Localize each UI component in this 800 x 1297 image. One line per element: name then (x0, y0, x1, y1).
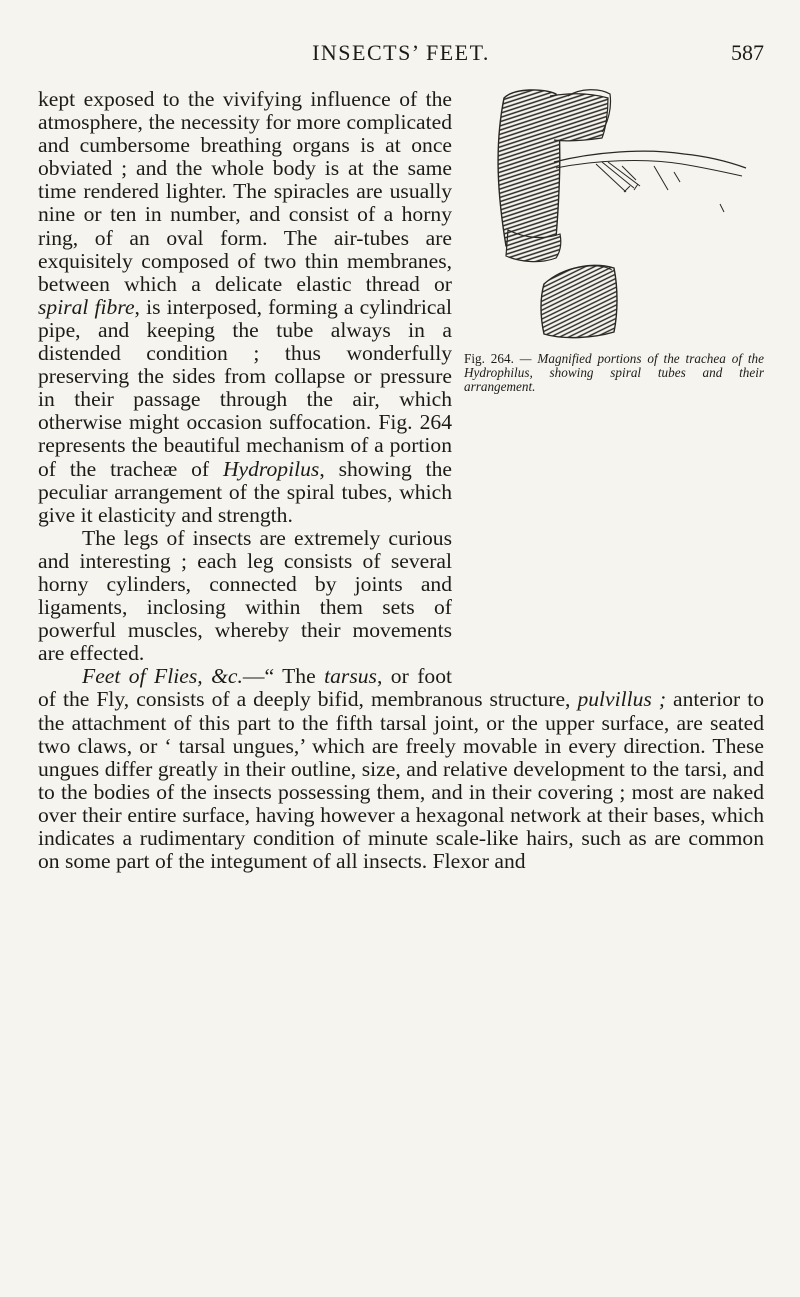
text-run: , showing the peculiar arrangement of the spiral tubes, which give it elasticity and strength. (38, 456, 452, 527)
body-text (38, 88, 764, 873)
italic-term: spiral fibre (38, 294, 135, 319)
running-title: INSECTS’ FEET. (312, 40, 490, 65)
text-run: The legs of insects are extremely curious and interesting ; each leg consists of several horny cylinders, connected by joints and ligaments, inclosing within them sets of powerful muscles, whereby their movements are effected. (38, 525, 452, 666)
italic-term: Hydropilus (222, 456, 320, 481)
section-heading-inline: Feet of Flies, &c. (82, 664, 243, 689)
trachea-illustration (484, 88, 764, 346)
text-run: anterior to the attachment of this part to the fifth tarsal joint, or the upper surface, are seated two claws, or ‘ tarsal ungues,’ which are freely movable in every direction. These ungues differ greatly in their outline, size, and relative development to the tarsi, and to the bodies of the insects possessing them, and in their covering ; most are naked over their entire surface, having however a hexagonal network at their bases, which indicates a rudimentary condition of minute scale-like hairs, such as are common on some part of the integument of all insects. Flexor and (38, 687, 764, 874)
figure-caption (464, 352, 764, 395)
italic-term: tarsus (324, 664, 377, 689)
text-run: kept exposed to the vivifying influence of the atmosphere, the necessity for more complicated and cumbersome breathing organs is at once obviated ; and the whole body is at the same time rendered lighter. The spiracles are usually nine or ten in number, and consist of a horny ring, of an oval form. The air-tubes are exquisitely composed of two thin membranes, between which a delicate elastic thread or (38, 87, 452, 296)
page-number: 587 (731, 40, 764, 65)
text-run: , is interposed, forming a cylindrical pipe, and keeping the tube always in a distended condition ; thus wonderfully preserving the sides from collapse or pressure in their passage through the air, which otherwise might occasion suffocation. Fig. 264 represents the beautiful mechanism of a portion of the tracheæ of (38, 294, 452, 481)
figure-264 (462, 88, 764, 670)
text-run: —“ The (242, 664, 325, 689)
caption-number: Fig. 264. (464, 351, 514, 366)
caption-text: — Magnified portions of the trachea of the Hydrophilus, showing spiral tubes and their arrangement. (464, 351, 765, 395)
paragraph-feet-of-flies (38, 665, 764, 873)
text-run: , or foot of the Fly, consists of a deeply bifid, membranous structure, (38, 664, 578, 712)
italic-term: pulvillus ; (577, 687, 667, 712)
